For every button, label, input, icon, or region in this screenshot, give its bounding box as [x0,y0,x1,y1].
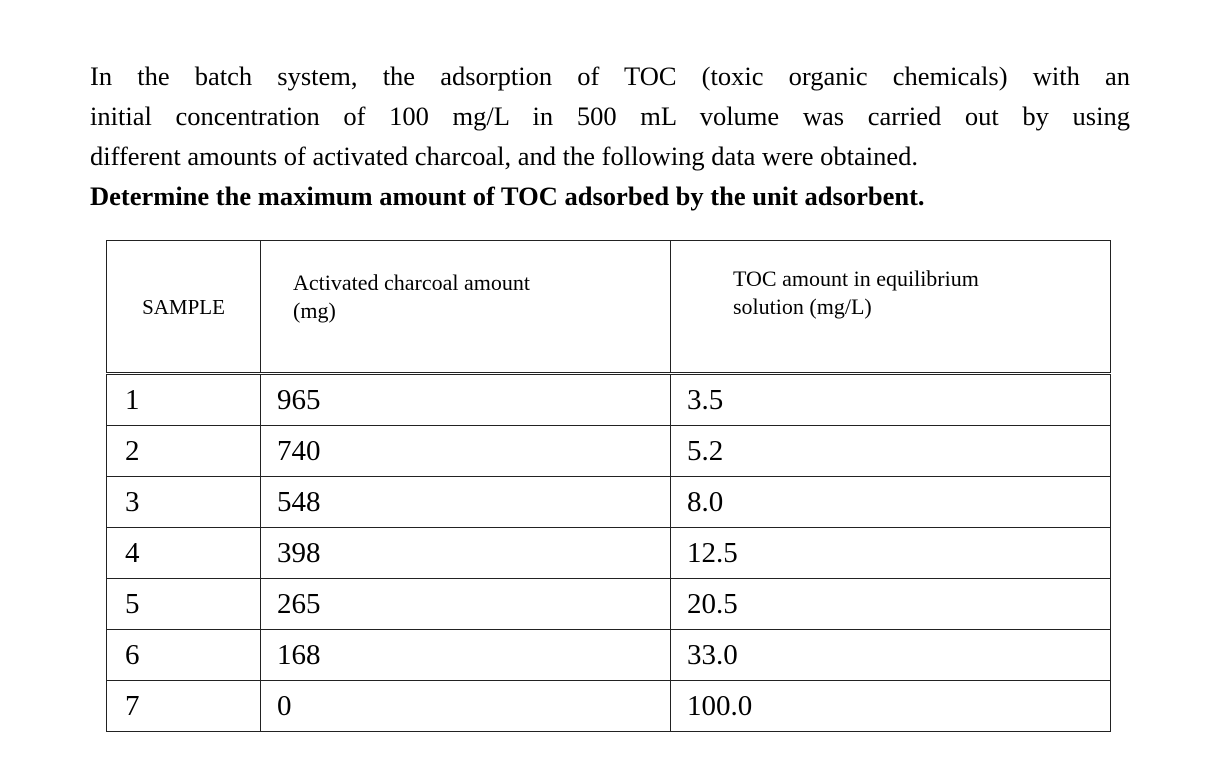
cell-charcoal: 965 [261,374,671,426]
header-charcoal-line-1: Activated charcoal amount [293,270,531,295]
cell-sample: 7 [107,681,261,732]
cell-toc: 8.0 [671,477,1111,528]
header-toc-equilibrium [671,241,1111,374]
cell-charcoal: 740 [261,426,671,477]
cell-charcoal: 265 [261,579,671,630]
header-sample: SAMPLE [107,241,261,374]
problem-line-3: different amounts of activated charcoal, and the following data were obtained. [90,141,919,171]
cell-toc: 12.5 [671,528,1111,579]
header-charcoal-amount [261,241,671,374]
cell-sample: 1 [107,374,261,426]
cell-toc: 20.5 [671,579,1111,630]
header-toc-line-1: TOC amount in equilibrium [733,266,979,291]
cell-sample: 3 [107,477,261,528]
cell-charcoal: 398 [261,528,671,579]
cell-charcoal: 0 [261,681,671,732]
cell-sample: 4 [107,528,261,579]
cell-toc: 33.0 [671,630,1111,681]
table-row [107,630,1111,681]
header-charcoal-line-2: (mg) [293,298,336,323]
cell-sample: 6 [107,630,261,681]
cell-sample: 5 [107,579,261,630]
table-row [107,426,1111,477]
table-row [107,477,1111,528]
cell-toc: 3.5 [671,374,1111,426]
table-row [107,681,1111,732]
table-row [107,579,1111,630]
cell-toc: 5.2 [671,426,1111,477]
cell-sample: 2 [107,426,261,477]
problem-question: Determine the maximum amount of TOC adsorbed by the unit adsorbent. [90,181,925,211]
problem-statement [90,56,1130,216]
table-row [107,528,1111,579]
adsorption-data-table [106,240,1111,732]
table-row [107,374,1111,426]
cell-charcoal: 168 [261,630,671,681]
cell-charcoal: 548 [261,477,671,528]
problem-line-1: In the batch system, the adsorption of TOC (toxic organic chemicals) with an [90,61,1130,91]
problem-line-2: initial concentration of 100 mg/L in 500 mL volume was carried out by using [90,101,1130,131]
table-header-row [107,241,1111,374]
header-toc-line-2: solution (mg/L) [733,294,872,319]
cell-toc: 100.0 [671,681,1111,732]
